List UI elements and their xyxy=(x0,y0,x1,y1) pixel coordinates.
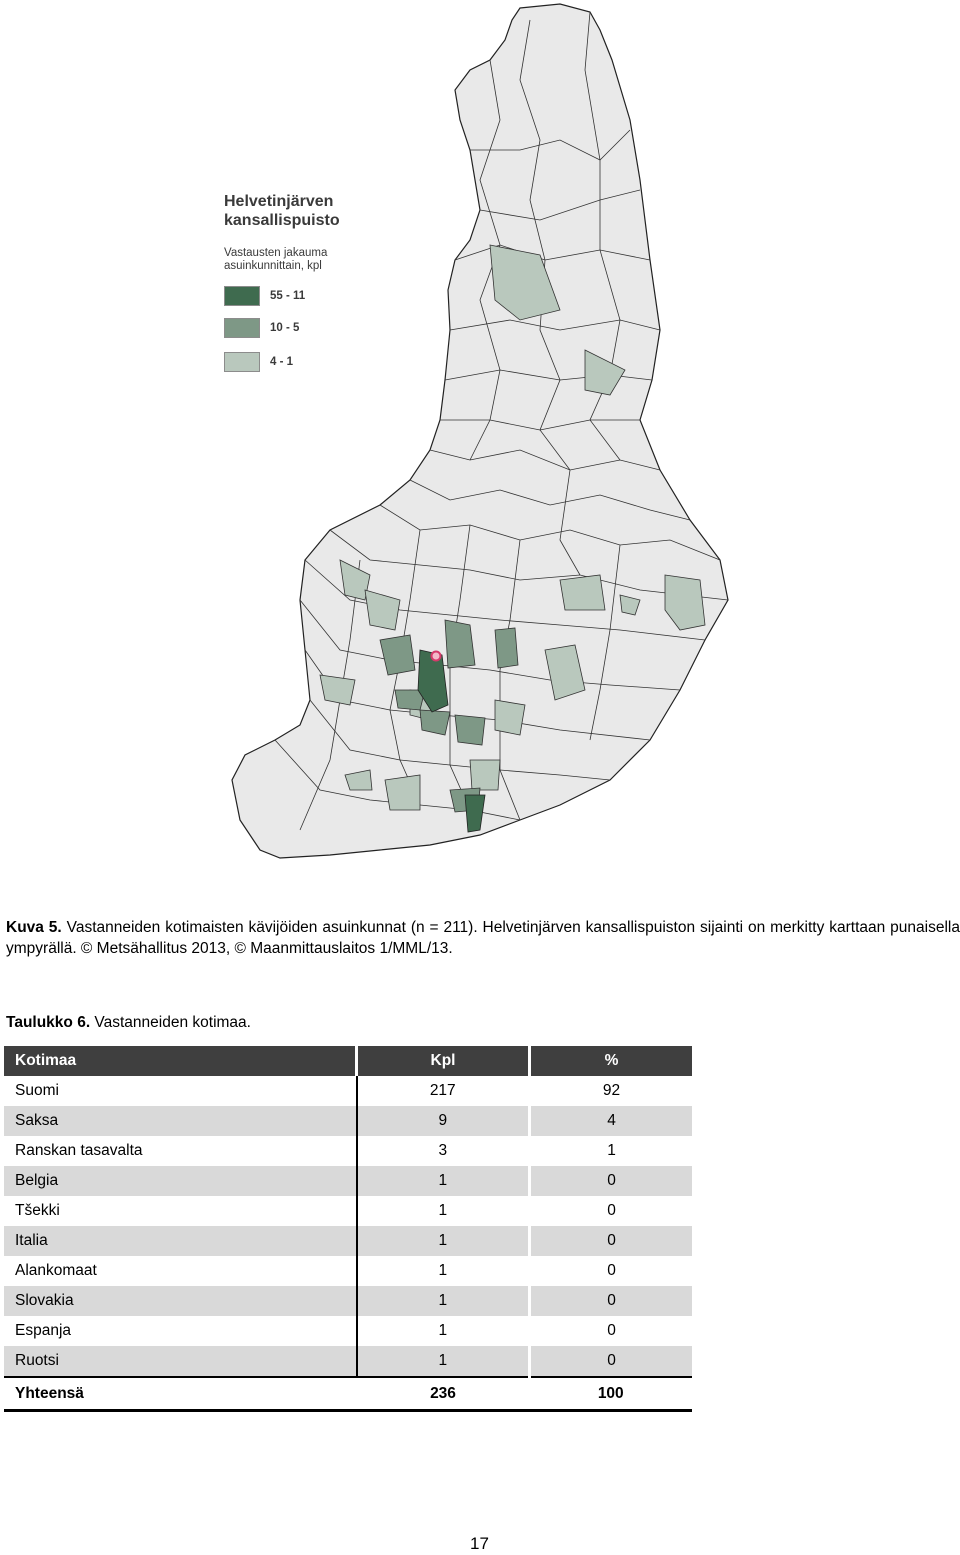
table-title-label: Taulukko 6. xyxy=(6,1014,91,1031)
cell-percent: 4 xyxy=(530,1106,693,1136)
table-body xyxy=(4,1076,692,1411)
cell-percent: 0 xyxy=(530,1166,693,1196)
table-row xyxy=(4,1076,692,1106)
table-row xyxy=(4,1256,692,1286)
cell-count: 1 xyxy=(357,1196,530,1226)
cell-percent: 0 xyxy=(607,1202,616,1219)
page-number: 17 xyxy=(470,1534,489,1553)
park-location-marker xyxy=(432,652,441,661)
legend-swatch-high xyxy=(224,286,260,306)
table-row xyxy=(4,1136,692,1166)
legend-title-line1: Helvetinjärven xyxy=(224,193,334,210)
cell-country: Espanja xyxy=(15,1322,72,1339)
legend-label-low: 4 - 1 xyxy=(270,356,294,368)
legend-title xyxy=(224,192,340,230)
cell-count: 9 xyxy=(357,1106,530,1136)
cell-country: Saksa xyxy=(4,1106,357,1136)
cell-percent: 0 xyxy=(530,1226,693,1256)
legend-swatch-medium xyxy=(224,318,260,338)
table-row xyxy=(4,1226,692,1256)
cell-country: Alankomaat xyxy=(15,1262,97,1279)
legend-subtitle-line1: Vastausten jakauma xyxy=(224,247,328,259)
cell-percent: 0 xyxy=(607,1322,616,1339)
cell-country: Slovakia xyxy=(4,1286,357,1316)
table-row xyxy=(4,1196,692,1226)
legend-label-medium: 10 - 5 xyxy=(270,322,300,334)
cell-count: 1 xyxy=(357,1256,530,1286)
total-label: Yhteensä xyxy=(4,1377,357,1411)
table-row xyxy=(4,1346,692,1377)
cell-count: 1 xyxy=(357,1286,530,1316)
legend-item-high xyxy=(224,286,305,306)
table-total-row xyxy=(4,1377,692,1411)
cell-percent: 0 xyxy=(607,1262,616,1279)
cell-country: Italia xyxy=(4,1226,357,1256)
legend-subtitle xyxy=(224,247,327,273)
cell-count: 217 xyxy=(357,1076,530,1106)
table-title xyxy=(6,1014,251,1032)
legend-subtitle-line2: asuinkunnittain, kpl xyxy=(224,260,322,272)
caption-text: Vastanneiden kotimaisten kävijöiden asuinkunnat (n = 211). Helvetinjärven kansallispuiston sijainti on merkitty karttaan punaisella ympyrällä. © Metsähallitus 2013, © Maanmittauslaitos 1/MML/13. xyxy=(6,919,960,957)
table-row xyxy=(4,1166,692,1196)
finland-municipality-map xyxy=(200,0,740,870)
figure-caption xyxy=(6,917,960,959)
home-country-table xyxy=(4,1046,692,1412)
map-svg xyxy=(200,0,740,870)
legend-item-low xyxy=(224,352,293,372)
cell-country: Tšekki xyxy=(15,1202,60,1219)
legend-item-medium xyxy=(224,318,299,338)
table-row xyxy=(4,1316,692,1346)
legend-label-high: 55 - 11 xyxy=(270,290,306,302)
table-row xyxy=(4,1106,692,1136)
cell-country: Ruotsi xyxy=(4,1346,357,1377)
legend-title-line2: kansallispuisto xyxy=(224,212,340,229)
total-percent: 100 xyxy=(530,1377,693,1411)
cell-count: 1 xyxy=(357,1346,530,1377)
cell-count: 1 xyxy=(357,1316,530,1346)
cell-count: 1 xyxy=(357,1226,530,1256)
cell-country: Belgia xyxy=(4,1166,357,1196)
legend-swatch-low xyxy=(224,352,260,372)
caption-label: Kuva 5. xyxy=(6,919,62,936)
cell-count: 1 xyxy=(357,1166,530,1196)
header-count: Kpl xyxy=(357,1046,530,1076)
header-country: Kotimaa xyxy=(4,1046,357,1076)
cell-percent: 0 xyxy=(530,1346,693,1377)
total-count: 236 xyxy=(357,1377,530,1411)
header-percent: % xyxy=(530,1046,693,1076)
table-row xyxy=(4,1286,692,1316)
cell-country: Ranskan tasavalta xyxy=(15,1142,143,1159)
cell-percent: 0 xyxy=(530,1286,693,1316)
cell-percent: 1 xyxy=(607,1142,616,1159)
cell-percent: 92 xyxy=(602,1082,621,1099)
table-header-row xyxy=(4,1046,692,1076)
cell-count: 3 xyxy=(357,1136,530,1166)
cell-country: Suomi xyxy=(15,1082,59,1099)
table-title-text: Vastanneiden kotimaa. xyxy=(90,1014,251,1031)
